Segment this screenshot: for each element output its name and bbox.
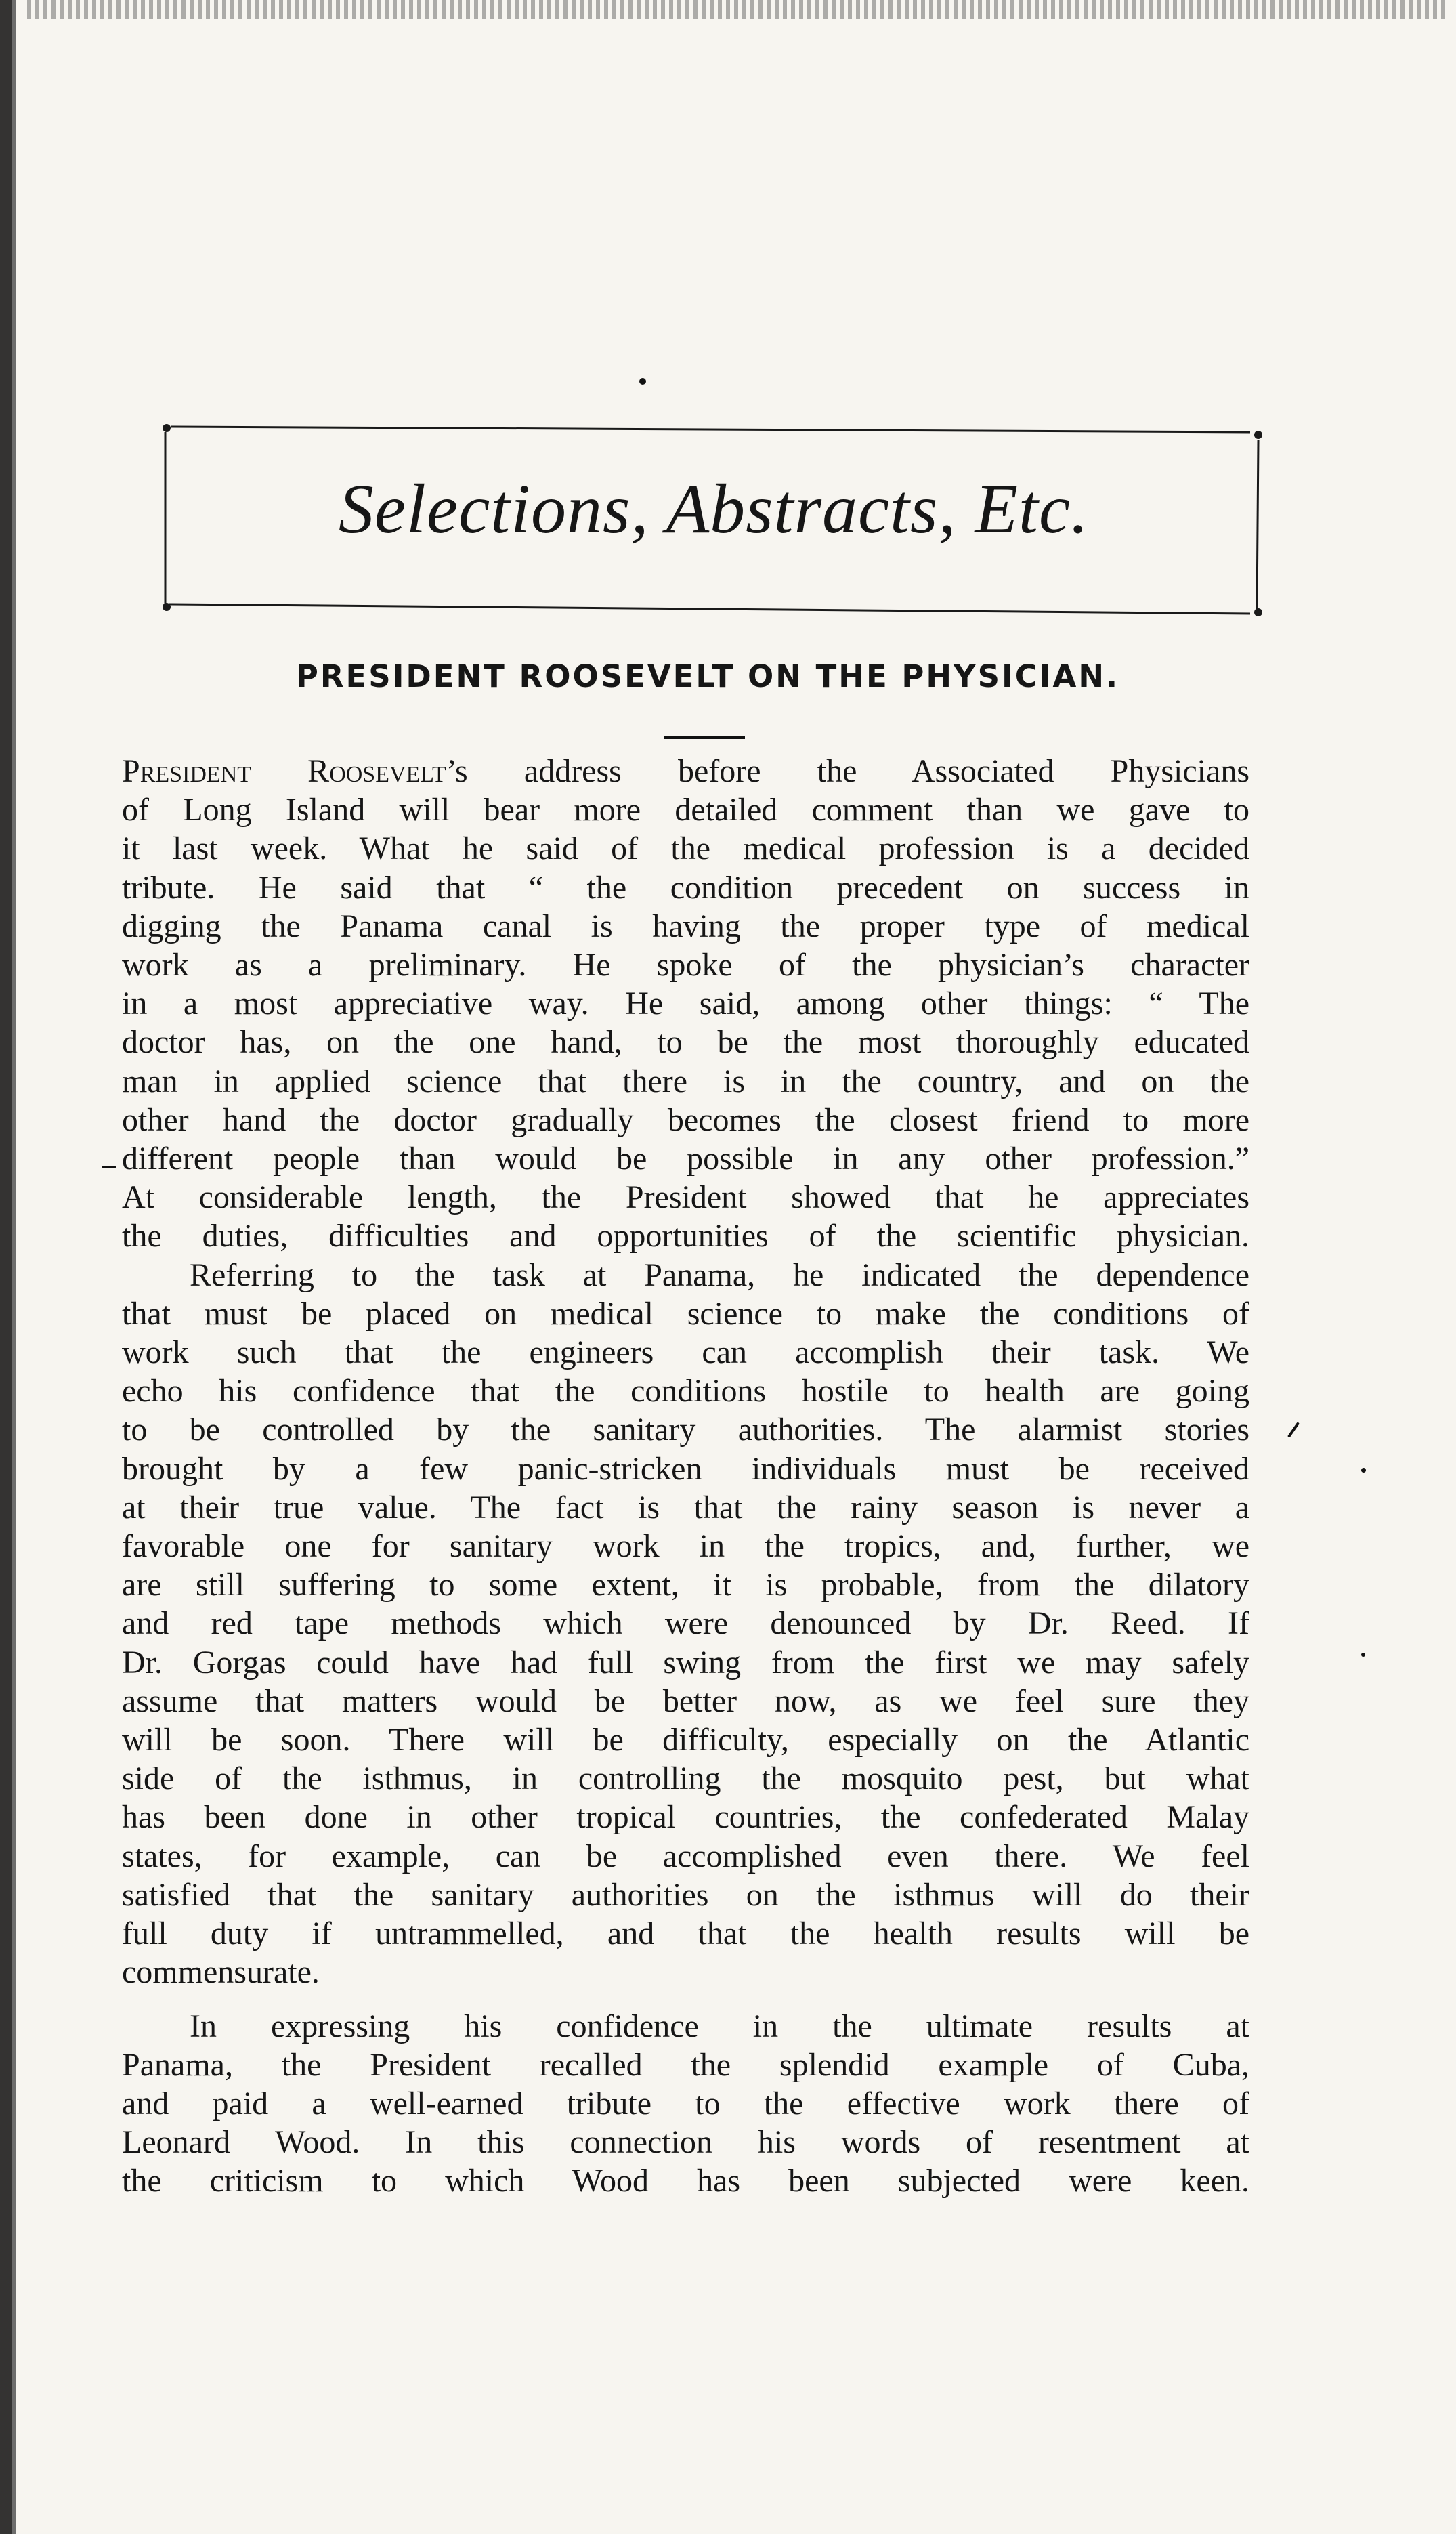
section-title: Selections, Abstracts, Etc. xyxy=(338,470,1090,548)
page-edge-shadow xyxy=(0,0,23,2534)
ink-speck xyxy=(1361,1468,1366,1473)
paragraph-2: Referring to the task at Panama, he indicated the dependence that must be placed on medical science to make the conditions of work such that the engineers can accomplish their task. We echo his confidence that the conditions hostile to health are going to be controlled by the sanitary authorities. The alarmist stories brought by a few panic-stricken individuals must be received at their true value. The fact is that the rainy season is never a favorable one for sanitary work in the tropics, and, further, we are still suffering to some extent, it is probable, from the dilatory and red tape methods which were denounced by Dr. Reed. If Dr. Gorgas could have had full swing from the first we may safely assume that matters would be better now, as we feel sure they will be soon. There will be difficulty, especially on the Atlantic side of the isthmus, in controlling the mosquito pest, but what has been done in other tropical countries, the confederated Malay states, for example, can be accomplished even there. We feel satisfied that the sanitary authorities on the isthmus will do their full duty if untrammelled, and that the health results will be commensurate. xyxy=(122,1257,1249,1991)
lead-name: President Roosevelt xyxy=(122,753,446,789)
ink-speck xyxy=(1361,1653,1365,1657)
article-title: PRESIDENT ROOSEVELT ON THE PHYSICIAN. xyxy=(295,658,1120,694)
ink-speck xyxy=(1287,1422,1300,1438)
paragraph-3: In expressing his confidence in the ultimate results at Panama, the President recalled the splendid example of Cuba, and paid a well-earned tribute to the effective work there of Leonard Wood. In this connection his words of resentment at the criticism to which Wood has been subjected were keen. xyxy=(122,2008,1249,2199)
paragraph-1: President Roosevelt’s address before the Associated Physicians of Long Island will bear more detailed comment than we gave to it last week. What he said of the medical profession is a decided tribute. He said that “ the condition precedent on success in digging the Panama canal is having the proper type of medical work as a preliminary. He spoke of the physician’s character in a most appreciative way. He said, among other things: “ The doctor has, on the one hand, to be the most thoroughly educated man in applied science that there is in the country, and on the other hand the doctor gradually becomes the closest friend to more different people than would be possible in any other profession.” At considerable length, the President showed that he appreciates the duties, difficulties and opportunities of the scientific physician. xyxy=(122,753,1249,1254)
page-top-edge xyxy=(27,0,1449,19)
article-body xyxy=(122,752,1249,2201)
section-banner xyxy=(158,420,1265,620)
ink-speck xyxy=(102,1166,116,1168)
title-rule xyxy=(664,736,745,739)
ink-speck xyxy=(639,378,646,385)
paragraph-spacer xyxy=(122,1992,1249,2007)
